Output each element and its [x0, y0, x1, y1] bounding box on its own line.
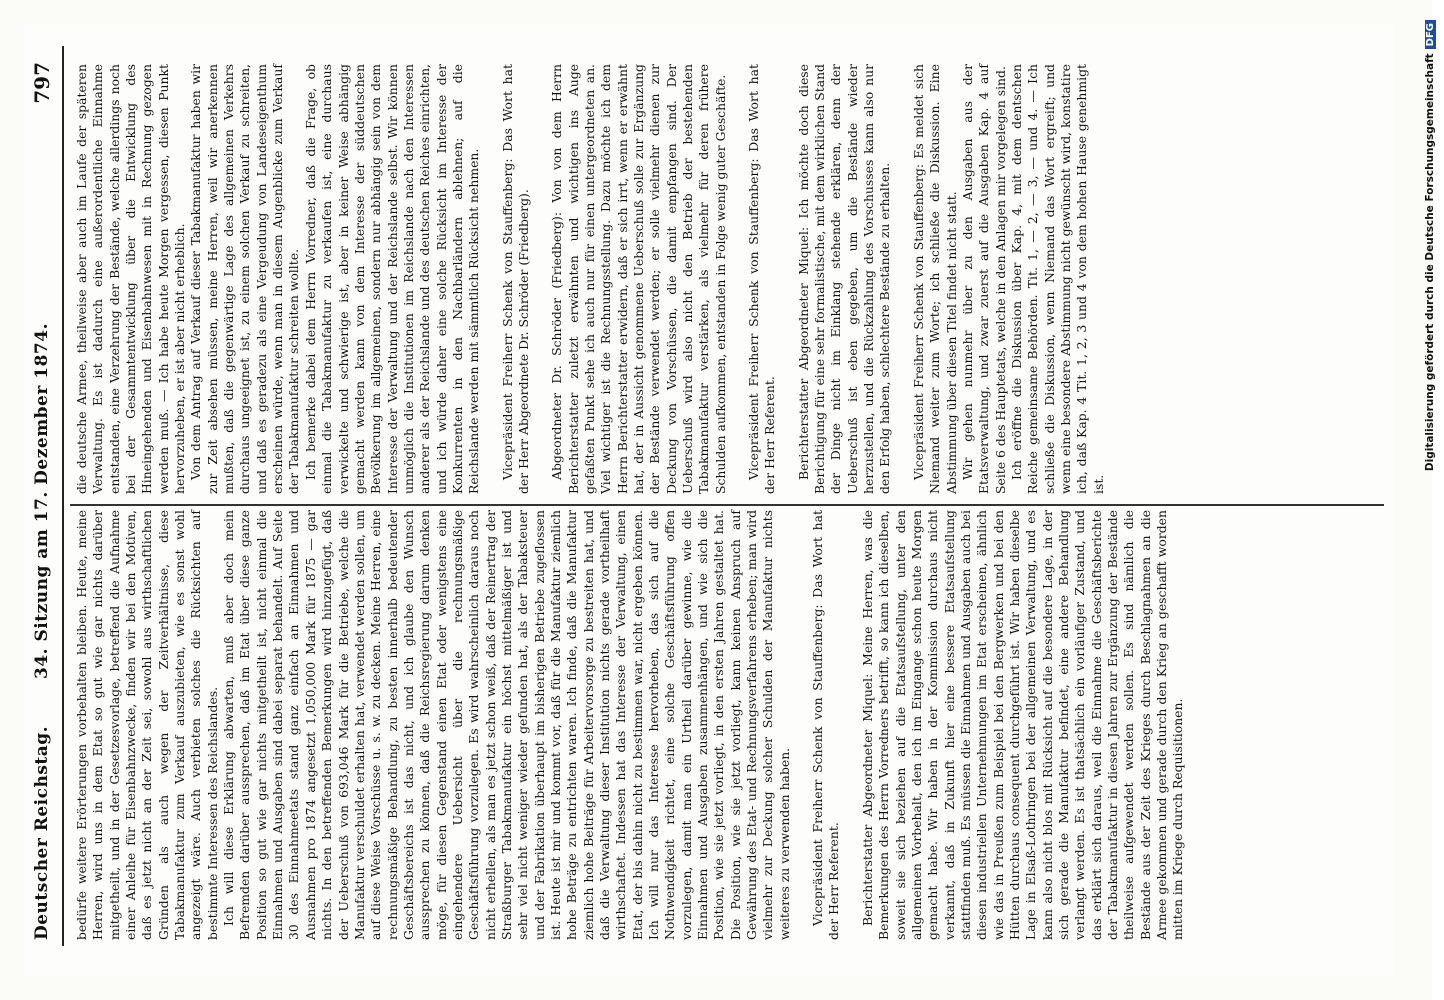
speaker-statement: Abgeordneter Dr. Schröder (Friedberg): Von von dem Herrn Berichterstatter zuletzt erwähnten und wichtigen ins Auge gefaßten Punkt sehe ich auch nur für einen untergeordneten an. Viel wichtiger ist die Rechnungsstellung. Dazu möchte ich dem Herrn Berichterstatter erwidern, daß er sich irrt, wenn er erwähnt hat, der in Aussicht genommene Ueberschuß solle zur Ergänzung der Bestände verwendet werden; er solle vielmehr dienen zur Deckung von Vorschüssen, die damit empfangen sind. Der Ueberschuß wird also nicht den Betrieb der bestehenden Tabakmanufaktur verstärken, als vielmehr für deren frühere Schulden aufkommen, entstanden in Folge wenig guter Geschäfte.: [549, 64, 728, 494]
speaker-statement: Berichterstatter Abgeordneter Miquel: Meine Herren, was die Bemerkungen des Herrn Vorredners betrifft, so kann ich dieselben, soweit sie sich beziehen auf die Etatsaufstellung, unter den allgemeinen Vorbehalt, den ich im Eingange schon heute Morgen gemacht habe. Wir haben in der Kommission durchaus nicht verkannt, daß in Zukunft hier eine bessere Etatsaufstellung stattfinden muß. Es müssen die Einnahmen und Ausgaben auch bei diesen industriellen Unternehmungen im Etat erscheinen, ähnlich wie das in Preußen zum Beispiel bei den Bergwerken und bei den Hütten durchaus consequent durchgeführt ist. Wir haben dieselbe Lage in Elsaß-Lothringen bei der allgemeinen Verwaltung, und es kann also nicht blos mit Rücksicht auf die besondere Lage, in der sich gerade die Manufaktur befindet, eine andere Behandlung verlangt werden. Es ist thatsächlich ein vorläufiger Zustand, und das erklärt sich daraus, weil die Einnahme die Geschäftsberichte der Tabakmanufaktur in diesen Jahren zur Ergänzung der Bestände theilweise aufgewendet werden sollen. Es sind nämlich die Bestände aus der Zeit des Krieges durch Beschlagnahmen an die Armee gekommen und gerade durch den Krieg an geschafft worden mitten im Kriege durch Requisitionen.: [859, 510, 1186, 940]
column-divider: [70, 505, 1384, 507]
speaker-statement: Vicepräsident Freiherr Schenk von Stauffenberg: Es meldet sich Niemand weiter zum Worte; ich schließe die Diskussion. Eine Abstimmung über diesen Titel findet nicht statt.: [910, 64, 959, 494]
digitization-text: Digitalisierung gefördert durch die Deutsche Forschungsgemeinschaft: [1424, 53, 1436, 472]
digitization-note: [1404, 20, 1436, 980]
paragraph: Ich eröffne die Diskussion über Kap. 4, mit dem dentschen Reiche gemeinsame Behörden. Tit. 1, — 2, — 3, — und 4. — Ich schließe die Diskussion, wenn Niemand das Wort ergreift; und wenn eine besondere Abstimmung nicht gewünscht wird, konstatire ich, daß Kap. 4 Tit. 1, 2, 3 und 4 von dem hohen Hause genehmigt ist.: [1008, 64, 1106, 494]
speaker-intro: Vicepräsident Freiherr Schenk von Stauffenberg: Das Wort hat der Herr Referent.: [810, 510, 842, 940]
paragraph: Ich bemerke dabei dem Herrn Vorredner, daß die Frage, ob einmal die Tabakmanufaktur zu verkaufen ist, eine durchaus verwickelte und schwierige ist, aber in keiner Weise abhängig gemacht werden kann von dem Interesse der süddeutschen Bevölkerung im allgemeinen, sondern nur abhängig sein von dem Interesse der Verwaltung und der Reichslande selbst. Wir können unmöglich die Institutionen im Reichslande nach den Interessen anderer als der Reichslande und des deutschen Reiches einrichten, und ich würde daher eine solche Rücksicht im Interesse der Konkurrenten in den Nachbarländern ablehnen; auf die Reichslande werden mit sämmtlich Rücksicht nehmen.: [302, 64, 482, 494]
page-number: 797: [30, 62, 54, 104]
paragraph: Ich will diese Erklärung abwarten, muß aber doch mein Befremden darüber aussprechen, daß im Etat über diese ganze Position so gut wie gar nichts mitgetheilt ist, nicht einmal die Einnahmen und Ausgaben sind dabei separat behandelt. Auf Seite 30 des Einnahmeetats stand ganz einfach an Einnahmen und Ausnahmen pro 1874 angesetzt 1,050,000 Mark für 1875 — gar nichts. In den betreffenden Bemerkungen wird hinzugefügt, daß der Ueberschuß von 693,046 Mark für die Betriebe, welche die Manufaktur verschuldet erhalten hat, verwendet werden sollen, um auf diese Weise Vorschüsse u. s. w. zu decken. Meine Herren, eine rechnungsmäßige Behandlung, zu besten innerhalb bedeutender Geschäftsbereichs ist das nicht, und ich glaube den Wunsch aussprechen zu können, daß die Reichsregierung darum denken möge, für diesen Gegenstand einen Etat oder wenigstens eine eingehendere Uebersicht über die rechnungsmäßige Geschäftsführung vorzulegen. Es wird wahrscheinlich daraus noch nicht erhellen, als man es jetzt schon weiß, daß der Reinertrag der Straßburger Tabakmanufaktur ein höchst mittelmäßiger ist und sehr viel nicht weniger wieder gefunden hat, als der Tabaksteuer und der Fabrikation überhaupt im bisherigen Betriebe zugeflossen ist. Heute ist mir und kommt vor, daß für die Manufaktur ziemlich hohe Beträge zu entrichten waren. Ich finde, daß die Manufaktur ziemlich hohe Beiträge für Arbeitervorsorge zu bestreiten hat, und daß die Verwaltung dieser Institution nichts gerade vortheilhaft wirthschaftet. Indessen hat das Interesse der Verwaltung, einen Etat, der bis dahin nicht zu bestimmen war, nicht ergeben können. Ich will nur das Interesse hervorheben, das sich auf die Nothwendigkeit richtet, eine solche Geschäftsführung offen vorzulegen, damit man ein Urtheil darüber gewinne, wie die Einnahmen und Ausgaben zusammenhängen, und wie sich die Position, wie sie jetzt vorliegt, in den ersten Jahren gestaltet hat. Die Position, wie sie jetzt vorliegt, kann keinen Anspruch auf Gewährung des Etat- und Rechnungsverfahrens erheben; man wird vielmehr zur Deckung solcher Schulden der Manufaktur nichts weiteres zu verwenden haben.: [221, 510, 792, 940]
paragraph: Wir gehen nunmehr über zu den Ausgaben aus der Etatsverwaltung, und zwar zuerst auf die Ausgaben Kap. 4 auf Seite 6 des Hauptetats, welche in den Anlagen mir vorgelegen sind.: [959, 64, 1008, 494]
header-rule: [62, 46, 64, 946]
dfg-logo: DFG: [1425, 20, 1436, 49]
header-session: 34. Sitzung am 17. Dezember 1874.: [32, 323, 52, 680]
speaker-intro: Vicepräsident Freiherr Schenk von Stauffenberg: Das Wort hat der Herr Abgeordnete Dr. Schröder (Friedberg).: [499, 64, 531, 494]
speaker-statement: Berichterstatter Abgeordneter Miquel: Ich möchte doch diese Berichtigung für eine sehr formalistische, mit dem wirklichen Stand der Dinge nicht im Einklang stehende erklären, denn der Ueberschuß ist eben gegeben, um die Bestände wieder herzustellen, und die Rückzahlung des Vorschusses kann also nur den Erfolg haben, schlechtere Bestände zu erhalten.: [795, 64, 893, 494]
header-publication: Deutscher Reichstag.: [32, 725, 52, 940]
rotated-page-content: [24, 26, 1394, 976]
paragraph: die deutsche Armee, theilweise aber auch im Laufe der späteren Verwaltung. Es ist dadurch eine außerordentliche Einnahme entstanden, eine Verzehrung der Bestände, welche allerdings noch bei der Gesammtentwicklung über die Entwicklung des Hineingehenden und Eisenbahnwesen mit in Rechnung gezogen werden muß. — Ich habe heute Morgen vergessen, diesen Punkt hervorzuheben, er ist aber nicht erheblich.: [74, 64, 188, 494]
paragraph: Von dem Antrag auf Verkauf dieser Tabakmanufaktur haben wir zur Zeit absehen müssen, meine Herren, weil wir anerkennen mußten, daß die gegenwärtige Lage des allgemeinen Verkehrs durchaus ungeeignet ist, zu einem solchen Verkauf zu schreiten, und daß es geradezu als eine Vergeudung von Landeseigenthum erscheinen würde, wenn man in diesem Augenblicke zum Verkauf der Tabakmanufaktur schreiten wollte.: [188, 64, 302, 494]
left-column: [74, 510, 1384, 940]
page-header: [24, 26, 66, 976]
paragraph: bedürfe weitere Erörterungen vorbehalten bleiben. Heute, meine Herren, wird uns in dem Etat so gut wie gar nichts darüber mitgetheilt, und in der Gesetzesvorlage, betreffend die Aufnahme einer Anleihe für Eisenbahnzwecke, finden wir bei den Motiven, daß es jetzt nicht an der Zeit sei, sowohl aus wirthschaftlichen Gründen als auch wegen der Zeitverhältnisse, diese Tabakmanufaktur zum Verkauf auszubieten, wie es sonst wohl angezeigt wäre. Auch verbieten solches die Rücksichten auf bestimmte Interessen des Reichslandes.: [74, 510, 220, 940]
speaker-intro: Vicepräsident Freiherr Schenk von Stauffenberg: Das Wort hat der Herr Referent.: [746, 64, 778, 494]
right-column: [74, 64, 1384, 494]
